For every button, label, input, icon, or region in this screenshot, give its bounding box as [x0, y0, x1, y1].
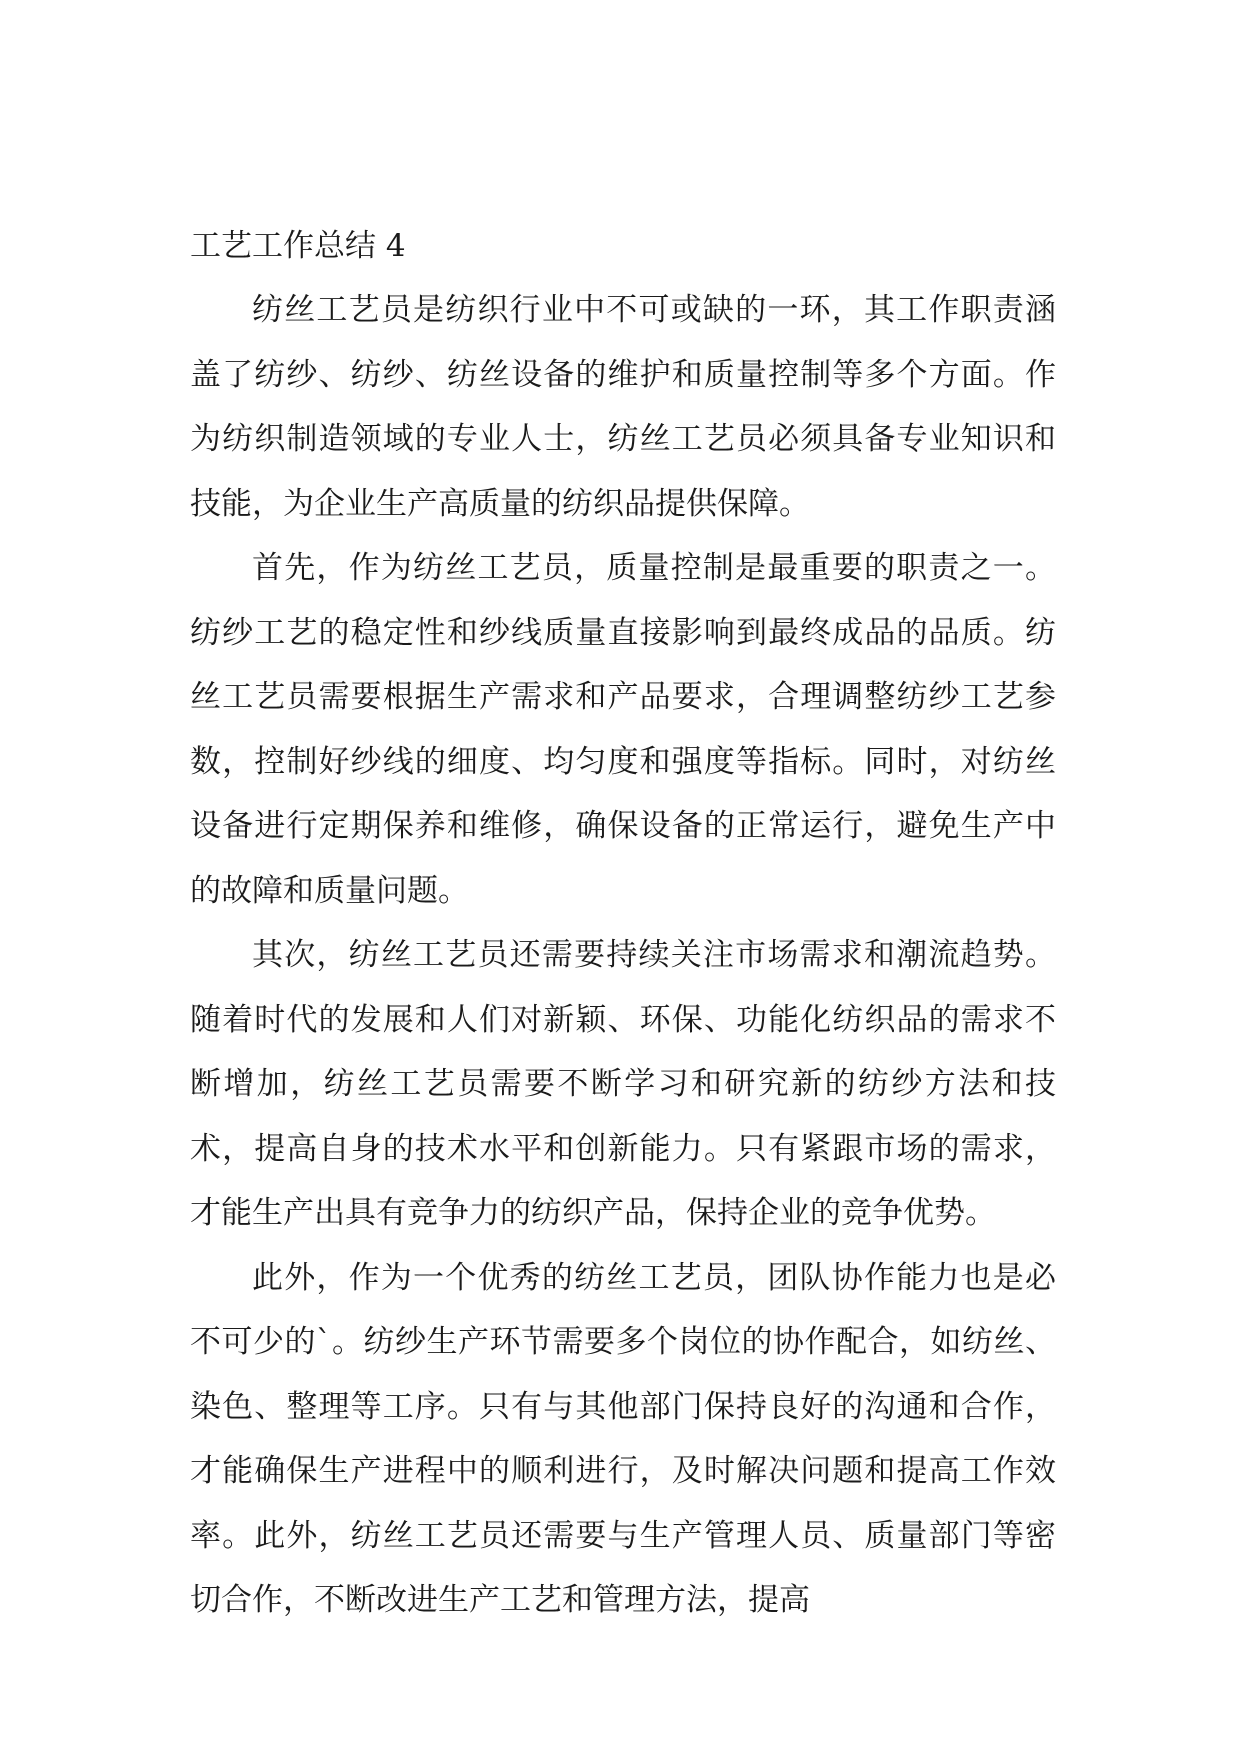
- paragraph-3: 其次，纺丝工艺员还需要持续关注市场需求和潮流趋势。随着时代的发展和人们对新颖、环保、功能化纺织品的需求不断增加，纺丝工艺员需要不断学习和研究新的纺纱方法和技术，提高自身的技术水平和创新能力。只有紧跟市场的需求，才能生产出具有竞争力的纺织产品，保持企业的竞争优势。: [190, 937, 1056, 1231]
- document-title: 工艺工作总结 4: [190, 228, 406, 264]
- paragraph-4: 此外，作为一个优秀的纺丝工艺员，团队协作能力也是必不可少的`。纺纱生产环节需要多个岗位的协作配合，如纺丝、染色、整理等工序。只有与其他部门保持良好的沟通和合作，才能确保生产进程中的顺利进行，及时解决问题和提高工作效率。此外，纺丝工艺员还需要与生产管理人员、质量部门等密切合作，不断改进生产工艺和管理方法，提高: [190, 1259, 1056, 1618]
- paragraph-2: 首先，作为纺丝工艺员，质量控制是最重要的职责之一。纺纱工艺的稳定性和纱线质量直接影响到最终成品的品质。纺丝工艺员需要根据生产需求和产品要求，合理调整纺纱工艺参数，控制好纱线的细度、均匀度和强度等指标。同时，对纺丝设备进行定期保养和维修，确保设备的正常运行，避免生产中的故障和质量问题。: [190, 550, 1056, 909]
- document-body: [190, 214, 1056, 1633]
- paragraph-1: 纺丝工艺员是纺织行业中不可或缺的一环，其工作职责涵盖了纺纱、纺纱、纺丝设备的维护和质量控制等多个方面。作为纺织制造领域的专业人士，纺丝工艺员必须具备专业知识和技能，为企业生产高质量的纺织品提供保障。: [190, 292, 1056, 522]
